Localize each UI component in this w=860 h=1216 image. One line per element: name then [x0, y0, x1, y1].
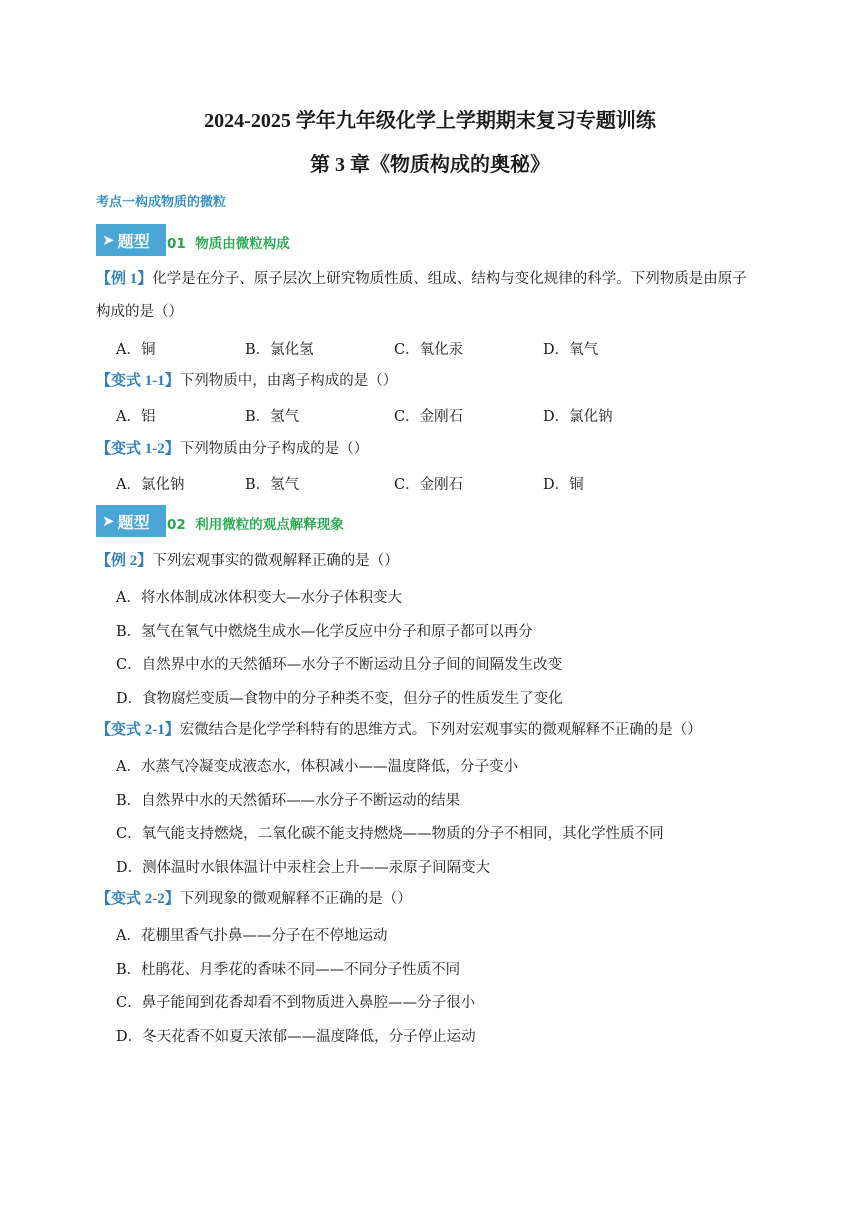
option-c: C．氧化汞 — [394, 342, 464, 358]
question-tag: 【变式 2-2】 — [96, 891, 180, 907]
question-text: 下列物质由分子构成的是（） — [179, 441, 369, 457]
topic-heading-02 — [167, 513, 344, 533]
topic-number: 02 — [167, 517, 186, 533]
question-text: 宏微结合是化学学科特有的思维方式。下列对宏观事实的微观解释不正确的是（） — [179, 722, 702, 738]
option-a: A．将水体制成冰体积变大—水分子体积变大 — [116, 590, 402, 606]
question-tag: 【例 1】 — [96, 271, 153, 287]
option-d: D．食物腐烂变质—食物中的分子种类不变，但分子的性质发生了变化 — [116, 691, 563, 707]
question-text: 下列现象的微观解释不正确的是（） — [179, 891, 412, 907]
question-ex1-cont: 构成的是（） — [96, 304, 183, 320]
section-heading: 考点一构成物质的微粒 — [96, 195, 227, 210]
question-tag: 【例 2】 — [96, 553, 153, 569]
question-type-badge — [96, 224, 166, 256]
question-var11 — [96, 371, 397, 391]
option-b: B．杜鹃花、月季花的香味不同——不同分子性质不同 — [116, 962, 461, 978]
option-d: D．测体温时水银体温计中汞柱会上升——汞原子间隔变大 — [116, 860, 491, 876]
option-c: C．鼻子能闻到花香却看不到物质进入鼻腔——分子很小 — [116, 995, 476, 1011]
question-ex2 — [96, 551, 399, 571]
question-var22 — [96, 889, 412, 909]
option-a: A．花棚里香气扑鼻——分子在不停地运动 — [116, 928, 388, 944]
option-b: B．氯化氢 — [245, 342, 314, 358]
question-text: 下列物质中，由离子构成的是（） — [179, 373, 398, 389]
option-c: C．自然界中水的天然循环—水分子不断运动且分子间的间隔发生改变 — [116, 657, 563, 673]
badge-label: 题型 — [117, 512, 150, 532]
page-title: 2024-2025 学年九年级化学上学期期末复习专题训练 — [204, 110, 656, 132]
question-text: 下列宏观事实的微观解释正确的是（） — [152, 553, 399, 569]
option-b: B．氢气在氧气中燃烧生成水—化学反应中分子和原子都可以再分 — [116, 624, 533, 640]
option-c: C．金刚石 — [394, 409, 464, 425]
question-var12 — [96, 439, 368, 459]
option-d: D．氯化钠 — [543, 409, 613, 425]
option-a: A．铝 — [116, 409, 156, 425]
option-c: C．金刚石 — [394, 477, 464, 493]
option-d: D．铜 — [543, 477, 584, 493]
topic-title: 物质由微粒构成 — [195, 236, 290, 252]
option-a: A．水蒸气冷凝变成液态水，体积减小——温度降低，分子变小 — [116, 759, 518, 775]
badge-label: 题型 — [117, 231, 150, 251]
question-ex1 — [96, 269, 747, 289]
question-type-badge — [96, 505, 166, 537]
option-a: A．氯化钠 — [116, 477, 185, 493]
option-a: A．铜 — [116, 342, 156, 358]
question-tag: 【变式 2-1】 — [96, 722, 180, 738]
arrow-icon: ➤ — [102, 512, 115, 530]
arrow-icon: ➤ — [102, 231, 115, 249]
chapter-title: 第 3 章《物质构成的奥秘》 — [310, 154, 550, 176]
topic-title: 利用微粒的观点解释现象 — [195, 517, 344, 533]
option-b: B．氢气 — [245, 409, 300, 425]
question-tag: 【变式 1-1】 — [96, 373, 180, 389]
question-tag: 【变式 1-2】 — [96, 441, 180, 457]
option-d: D．氧气 — [543, 342, 599, 358]
topic-heading-01 — [167, 232, 290, 252]
option-b: B．氢气 — [245, 477, 300, 493]
option-c: C．氧气能支持燃烧，二氧化碳不能支持燃烧——物质的分子不相同，其化学性质不同 — [116, 826, 664, 842]
question-text: 化学是在分子、原子层次上研究物质性质、组成、结构与变化规律的科学。下列物质是由原子 — [152, 271, 747, 287]
option-b: B．自然界中水的天然循环——水分子不断运动的结果 — [116, 793, 461, 809]
topic-number: 01 — [167, 236, 186, 252]
question-var21 — [96, 720, 702, 740]
option-d: D．冬天花香不如夏天浓郁——温度降低，分子停止运动 — [116, 1029, 476, 1045]
